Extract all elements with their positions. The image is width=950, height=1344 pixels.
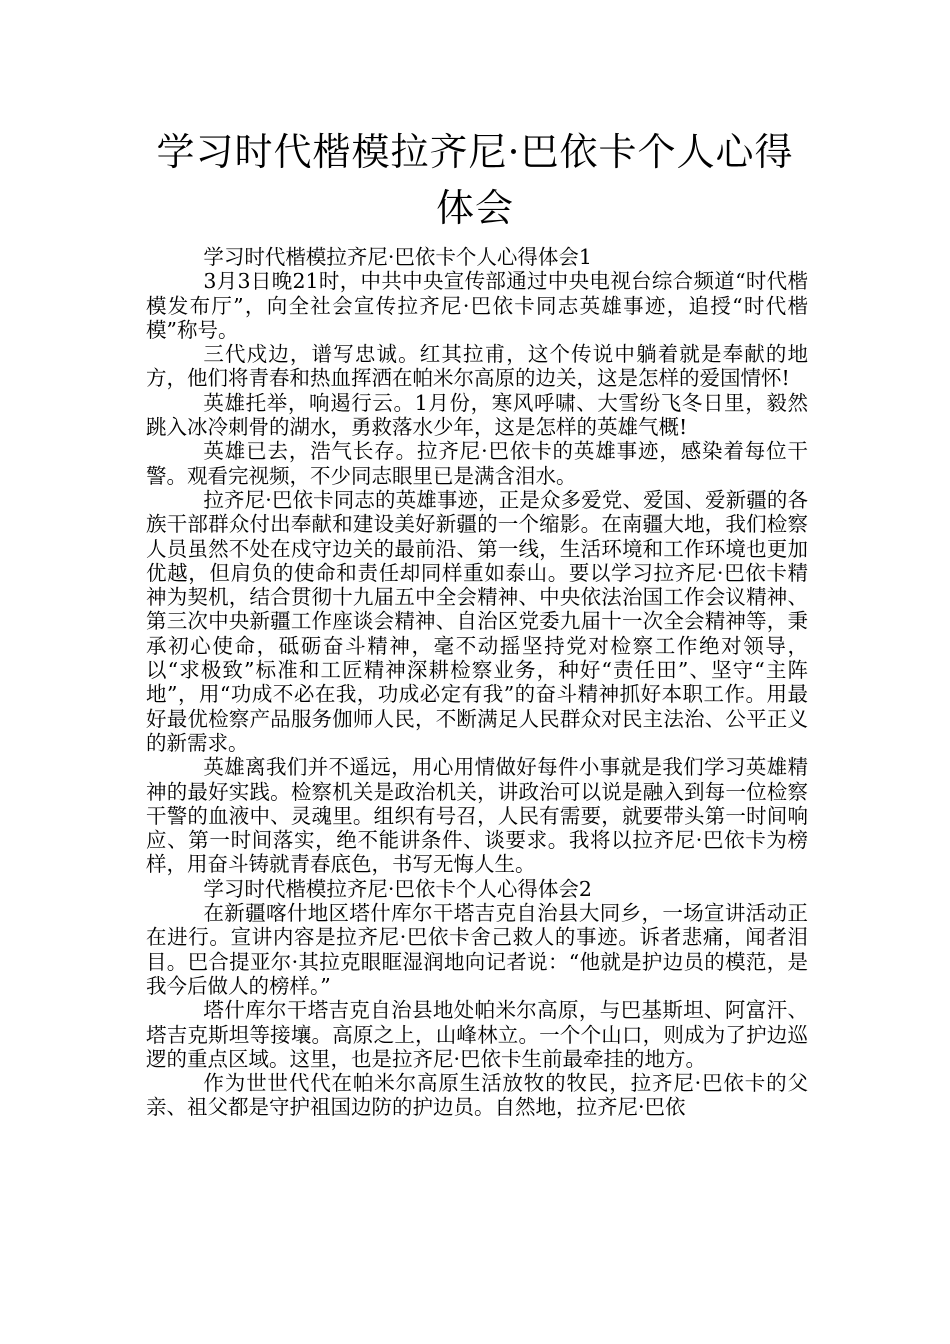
section-heading-1: 学习时代楷模拉齐尼·巴依卡个人心得体会1 [203, 245, 592, 269]
section-heading-2: 学习时代楷模拉齐尼·巴依卡个人心得体会2 [203, 876, 592, 901]
paragraph: 在新疆喀什地区塔什库尔干塔吉克自治县大同乡，一场宣讲活动正在进行。宣讲内容是拉齐尼·巴依卡舍己救人的事迹。诉者悲痛，闻者泪目。巴合提亚尔·其拉克眼眶湿润地向记者说：“他就是护边员的模范，是我今后做人的榜样。” [146, 901, 808, 998]
paragraph: 英雄离我们并不遥远，用心用情做好每件小事就是我们学习英雄精神的最好实践。检察机关是政治机关，讲政治可以说是融入到每一位检察干警的血液中、灵魂里。组织有号召，人民有需要，就要带头第一时间响应、第一时间落实，绝不能讲条件、谈要求。我将以拉齐尼·巴依卡为榜样，用奋斗铸就青春底色，书写无悔人生。 [146, 755, 808, 877]
document-title: 学习时代楷模拉齐尼·巴依卡个人心得体会 [156, 130, 794, 230]
paragraph: 英雄已去，浩气长存。拉齐尼·巴依卡的英雄事迹，感染着每位干警。观看完视频，不少同志眼里已是满含泪水。 [146, 439, 808, 488]
document-body [146, 245, 808, 1120]
paragraph: 塔什库尔干塔吉克自治县地处帕米尔高原，与巴基斯坦、阿富汗、塔吉克斯坦等接壤。高原之上，山峰林立。一个个山口，则成为了护边巡逻的重点区域。这里，也是拉齐尼·巴依卡生前最牵挂的地方。 [146, 998, 808, 1071]
paragraph: 3月3日晚21时，中共中央宣传部通过中央电视台综合频道“时代楷模发布厅”，向全社会宣传拉齐尼·巴依卡同志英雄事迹，追授“时代楷模”称号。 [146, 269, 808, 342]
paragraph: 作为世世代代在帕米尔高原生活放牧的牧民，拉齐尼·巴依卡的父亲、祖父都是守护祖国边防的护边员。自然地，拉齐尼·巴依 [146, 1071, 808, 1120]
paragraph: 拉齐尼·巴依卡同志的英雄事迹，正是众多爱党、爱国、爱新疆的各族干部群众付出奉献和建设美好新疆的一个缩影。在南疆大地，我们检察人员虽然不处在戍守边关的最前沿、第一线，生活环境和工作环境也更加优越，但肩负的使命和责任却同样重如泰山。要以学习拉齐尼·巴依卡精神为契机，结合贯彻十九届五中全会精神、中央依法治国工作会议精神、第三次中央新疆工作座谈会精神、自治区党委九届十一次全会精神等，秉承初心使命，砥砺奋斗精神，毫不动摇坚持党对检察工作绝对领导，以“求极致”标准和工匠精神深耕检察业务，种好“责任田”、坚守“主阵地”，用“功成不必在我，功成必定有我”的奋斗精神抓好本职工作。用最好最优检察产品服务伽师人民，不断满足人民群众对民主法治、公平正义的新需求。 [146, 487, 808, 755]
paragraph: 三代戍边，谱写忠诚。红其拉甫，这个传说中躺着就是奉献的地方，他们将青春和热血挥洒在帕米尔高原的边关，这是怎样的爱国情怀! [146, 342, 808, 391]
paragraph: 英雄托举，响遏行云。1月份，寒风呼啸、大雪纷飞冬日里，毅然跳入冰冷刺骨的湖水，勇救落水少年，这是怎样的英雄气概! [146, 390, 808, 440]
